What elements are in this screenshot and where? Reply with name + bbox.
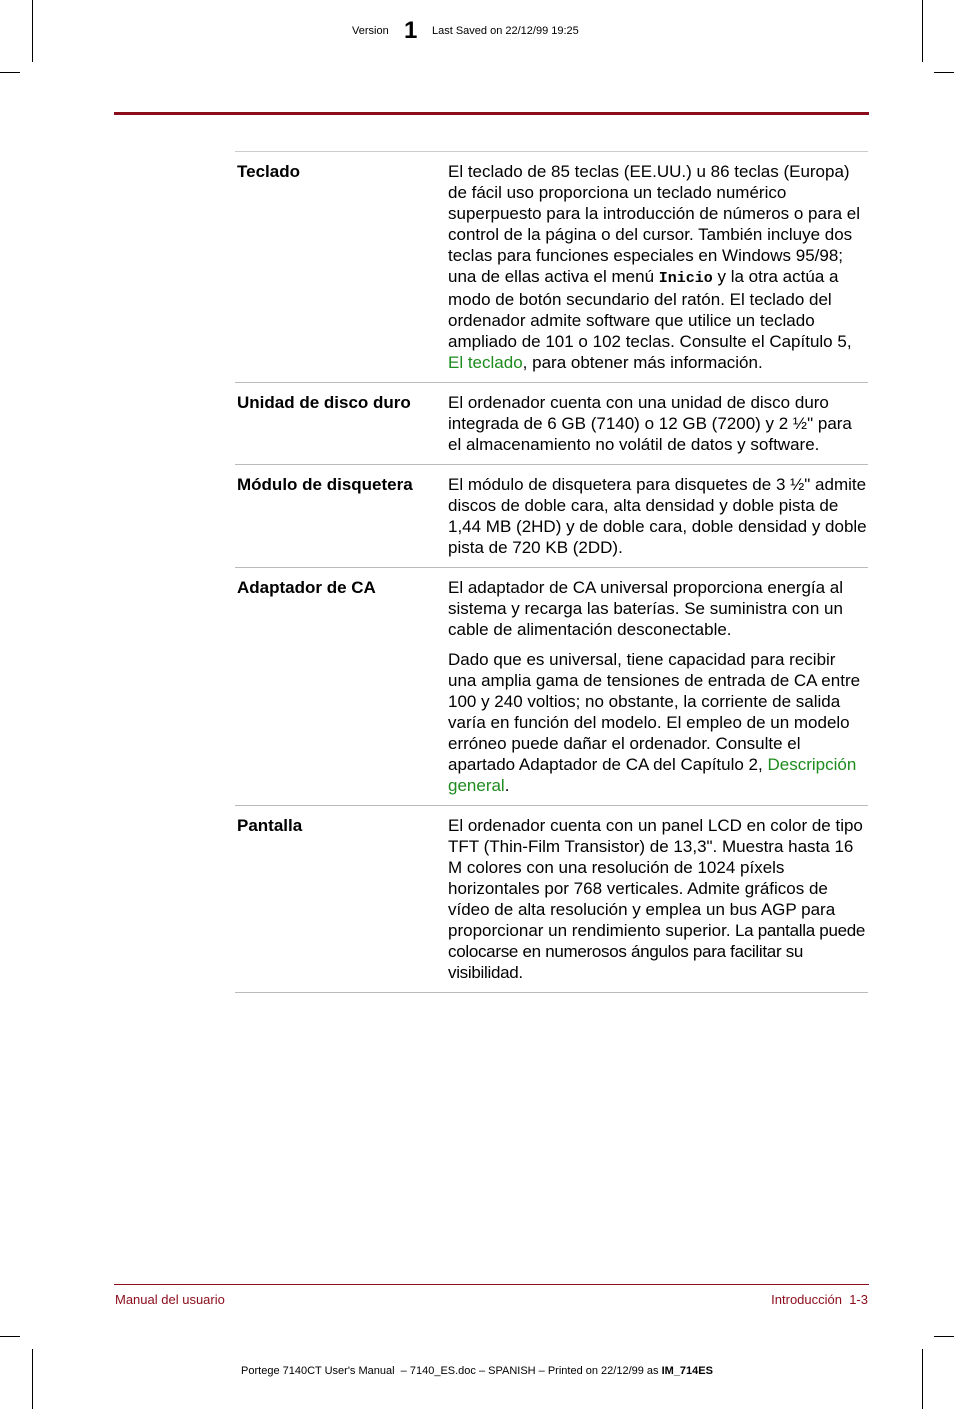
- spec-row-disco-duro: [235, 383, 868, 465]
- link-el-teclado[interactable]: El teclado: [448, 353, 523, 372]
- spec-paragraph: [448, 161, 868, 373]
- spec-table: [235, 151, 868, 993]
- spec-paragraph: El adaptador de CA universal proporciona energía al sistema y recarga las baterías. Se suministra con un cable de alimentación desconectable.: [448, 578, 844, 639]
- crop-mark: [934, 72, 954, 73]
- spec-paragraph: El módulo de disquetera para disquetes de 3 ½" admite discos de doble cara, alta densidad y doble pista de 1,44 MB (2HD) y de doble cara, doble densidad y doble pista de 720 KB (2DD).: [448, 475, 867, 557]
- version-label: Version: [352, 25, 389, 37]
- print-info-line: [0, 1365, 954, 1377]
- spec-description: [448, 815, 868, 983]
- spec-term: Módulo de disquetera: [237, 475, 413, 494]
- spec-text: El ordenador cuenta con un panel LCD en color de tipo TFT (Thin-Film Transistor) de 13,3". Muestra hasta 16 M colores con una resolución de 1024 píxels horizontales por 768 verticales. Admite gráficos de vídeo de alta resolución y emplea un bus AGP para proporcionar un rendimiento superior.: [448, 816, 863, 940]
- header-rule: [114, 112, 869, 115]
- spec-paragraph: El ordenador cuenta con una unidad de disco duro integrada de 6 GB (7140) o 12 GB (7200) y 2 ½" para el almacenamiento no volátil de datos y software.: [448, 393, 852, 454]
- spec-text: .: [504, 776, 510, 795]
- crop-mark: [32, 1349, 33, 1409]
- footer-manual-title: Manual del usuario: [115, 1292, 225, 1307]
- spec-text: , para obtener más información.: [522, 353, 763, 372]
- crop-mark: [922, 1349, 923, 1409]
- footer-rule: [114, 1284, 869, 1285]
- print-code: IM_714ES: [661, 1365, 713, 1377]
- last-saved-text: Last Saved on 22/12/99 19:25: [432, 25, 579, 37]
- print-info-text: Portege 7140CT User's Manual – 7140_ES.doc – SPANISH – Printed on 22/12/99 as: [241, 1365, 662, 1377]
- spec-term: Adaptador de CA: [237, 578, 376, 597]
- crop-mark: [0, 72, 20, 73]
- crop-mark: [934, 1336, 954, 1337]
- version-number: 1: [404, 17, 418, 44]
- link-descripcion-general[interactable]: Descripción general: [448, 755, 857, 795]
- spec-row-teclado: [235, 152, 868, 383]
- spec-description: [448, 474, 868, 558]
- crop-mark: [0, 1336, 20, 1337]
- spec-term: Unidad de disco duro: [237, 393, 411, 412]
- footer-page-number: Introducción 1-3: [771, 1292, 868, 1307]
- spec-description: [448, 577, 868, 796]
- spec-text: y la otra actúa a modo de botón secundario del ratón. El teclado del ordenador admite software que utilice un teclado ampliado de 101 o 102 teclas. Consulte el Capítulo 5,: [448, 267, 852, 351]
- spec-description: [448, 392, 868, 455]
- spec-row-pantalla: [235, 806, 868, 993]
- spec-description: [448, 161, 868, 373]
- spec-text: La pantalla puede colocarse en numerosos ángulos para facilitar su visibilidad.: [448, 921, 866, 982]
- page-header: [0, 18, 954, 48]
- inicio-menu-name: Inicio: [658, 270, 713, 287]
- spec-term: Teclado: [237, 162, 300, 181]
- spec-row-adaptador-ca: [235, 568, 868, 806]
- spec-text: El teclado de 85 teclas (EE.UU.) u 86 teclas (Europa) de fácil uso proporciona un teclado numérico superpuesto para la introducción de números o para el control de la página o del cursor. También incluye dos teclas para funciones especiales en Windows 95/98; una de ellas activa el menú: [448, 162, 861, 286]
- spec-term: Pantalla: [237, 816, 303, 835]
- spec-row-disquetera: [235, 465, 868, 568]
- spec-paragraph: [448, 649, 868, 796]
- spec-paragraph: [448, 815, 868, 983]
- spec-text: Dado que es universal, tiene capacidad para recibir una amplia gama de tensiones de entrada de CA entre 100 y 240 voltios; no obstante, la corriente de salida varía en función del modelo. El empleo de un modelo erróneo puede dañar el ordenador. Consulte el apartado Adaptador de CA del Capítulo 2,: [448, 650, 861, 774]
